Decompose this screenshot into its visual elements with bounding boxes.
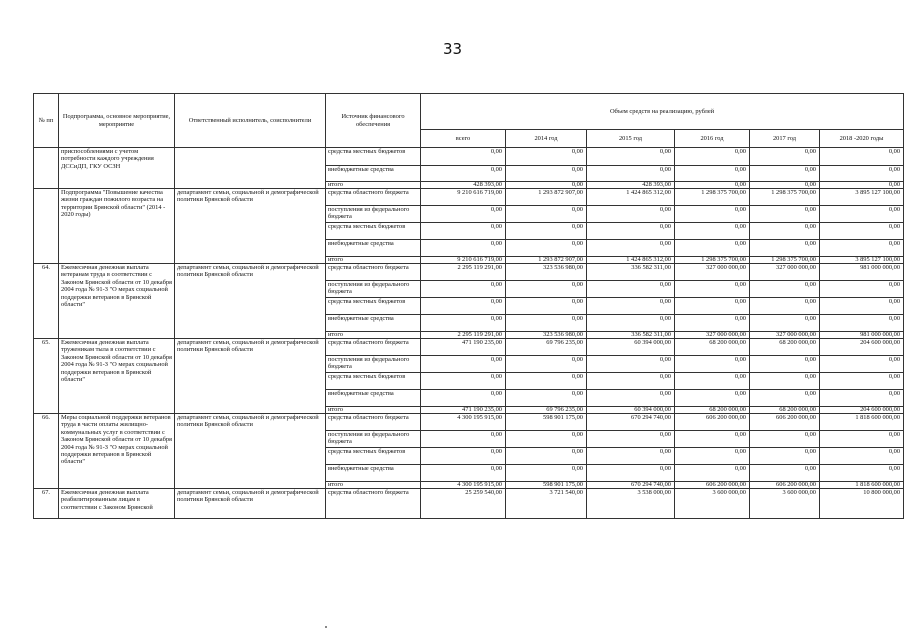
amount-cell: 0,00 <box>421 240 506 257</box>
amount-cell: 0,00 <box>421 448 506 465</box>
amount-cell: 1 298 375 700,00 <box>675 189 750 206</box>
source-cell: средства местных бюджетов <box>326 373 421 390</box>
amount-cell: 598 901 175,00 <box>506 482 587 489</box>
source-cell: внебюджетные средства <box>326 166 421 182</box>
amount-cell: 0,00 <box>587 315 675 332</box>
source-cell: поступления из федерального бюджета <box>326 431 421 448</box>
executor-cell: департамент семьи, социальной и демографической политики Брянской области <box>175 264 326 339</box>
amount-cell: 327 000 000,00 <box>675 332 750 339</box>
header-year-total: всего <box>421 130 506 148</box>
amount-cell: 68 200 000,00 <box>675 407 750 414</box>
amount-cell: 0,00 <box>820 315 904 332</box>
source-cell: средства местных бюджетов <box>326 148 421 166</box>
header-year-2017: 2017 год <box>750 130 820 148</box>
table-body <box>34 148 904 519</box>
amount-cell: 0,00 <box>587 166 675 182</box>
amount-cell: 0,00 <box>506 281 587 298</box>
amount-cell: 323 536 980,00 <box>506 332 587 339</box>
amount-cell: 0,00 <box>421 148 506 166</box>
amount-cell: 0,00 <box>750 373 820 390</box>
amount-cell: 0,00 <box>421 465 506 482</box>
amount-cell: 0,00 <box>820 182 904 189</box>
amount-cell: 3 721 540,00 <box>506 489 587 519</box>
source-cell: средства областного бюджета <box>326 489 421 519</box>
row-number: 66. <box>34 414 59 489</box>
amount-cell: 0,00 <box>587 431 675 448</box>
amount-cell: 3 538 000,00 <box>587 489 675 519</box>
amount-cell: 0,00 <box>820 166 904 182</box>
amount-cell: 0,00 <box>750 148 820 166</box>
amount-cell: 60 394 000,00 <box>587 339 675 356</box>
header-volume: Объем средств на реализацию, рублей <box>421 94 904 130</box>
amount-cell: 327 000 000,00 <box>750 264 820 281</box>
amount-cell: 606 200 000,00 <box>675 482 750 489</box>
amount-cell: 4 300 195 915,00 <box>421 482 506 489</box>
amount-cell: 0,00 <box>675 223 750 240</box>
amount-cell: 0,00 <box>506 148 587 166</box>
table-row <box>34 414 904 431</box>
amount-cell: 68 200 000,00 <box>750 407 820 414</box>
amount-cell: 0,00 <box>587 206 675 223</box>
header-num: № пп <box>34 94 59 148</box>
amount-cell: 0,00 <box>506 182 587 189</box>
amount-cell: 428 393,00 <box>421 182 506 189</box>
amount-cell: 0,00 <box>750 240 820 257</box>
amount-cell: 0,00 <box>820 431 904 448</box>
header-year-2016: 2016 год <box>675 130 750 148</box>
amount-cell: 0,00 <box>506 315 587 332</box>
source-cell: средства областного бюджета <box>326 414 421 431</box>
amount-cell: 0,00 <box>675 182 750 189</box>
amount-cell: 0,00 <box>750 206 820 223</box>
source-cell: внебюджетные средства <box>326 240 421 257</box>
amount-cell: 68 200 000,00 <box>750 339 820 356</box>
amount-cell: 0,00 <box>421 390 506 407</box>
amount-cell: 0,00 <box>820 223 904 240</box>
amount-cell: 0,00 <box>421 431 506 448</box>
amount-cell: 670 294 740,00 <box>587 482 675 489</box>
amount-cell: 327 000 000,00 <box>675 264 750 281</box>
amount-cell: 0,00 <box>587 281 675 298</box>
source-cell: итого <box>326 407 421 414</box>
amount-cell: 336 582 311,00 <box>587 264 675 281</box>
amount-cell: 981 000 000,00 <box>820 332 904 339</box>
amount-cell: 606 200 000,00 <box>675 414 750 431</box>
source-cell: поступления из федерального бюджета <box>326 281 421 298</box>
table-row <box>34 339 904 356</box>
amount-cell: 0,00 <box>750 448 820 465</box>
amount-cell: 204 600 000,00 <box>820 407 904 414</box>
program-cell: Ежемесячная денежная выплата реабилитированным лицам в соответствии с Законом Брянской <box>59 489 175 519</box>
amount-cell: 1 293 872 907,00 <box>506 257 587 264</box>
amount-cell: 1 424 865 312,00 <box>587 189 675 206</box>
amount-cell: 9 210 616 719,00 <box>421 189 506 206</box>
amount-cell: 0,00 <box>820 240 904 257</box>
amount-cell: 0,00 <box>506 240 587 257</box>
amount-cell: 1 293 872 907,00 <box>506 189 587 206</box>
amount-cell: 0,00 <box>587 448 675 465</box>
amount-cell: 0,00 <box>421 298 506 315</box>
amount-cell: 0,00 <box>675 431 750 448</box>
amount-cell: 0,00 <box>421 206 506 223</box>
amount-cell: 3 895 127 100,00 <box>820 189 904 206</box>
amount-cell: 0,00 <box>675 281 750 298</box>
source-cell: средства областного бюджета <box>326 339 421 356</box>
amount-cell: 2 295 119 291,00 <box>421 264 506 281</box>
program-cell: Подпрограмма "Повышение качества жизни граждан пожилого возраста на территории Брянской области" (2014 - 2020 годы) <box>59 189 175 264</box>
amount-cell: 69 796 235,00 <box>506 407 587 414</box>
budget-table <box>33 93 904 519</box>
amount-cell: 0,00 <box>587 390 675 407</box>
amount-cell: 0,00 <box>820 298 904 315</box>
source-cell: поступления из федерального бюджета <box>326 206 421 223</box>
amount-cell: 0,00 <box>587 465 675 482</box>
amount-cell: 0,00 <box>421 223 506 240</box>
amount-cell: 0,00 <box>820 206 904 223</box>
amount-cell: 0,00 <box>506 206 587 223</box>
amount-cell: 0,00 <box>750 390 820 407</box>
amount-cell: 606 200 000,00 <box>750 414 820 431</box>
amount-cell: 0,00 <box>587 356 675 373</box>
amount-cell: 0,00 <box>750 431 820 448</box>
amount-cell: 0,00 <box>506 448 587 465</box>
table-row <box>34 489 904 519</box>
program-cell: Ежемесячная денежная выплата ветеранам труда в соответствии с Законом Брянской области от 10 декабря 2004 года № 91-З "О мерах социальной поддержки ветеранов в Брянской области" <box>59 264 175 339</box>
amount-cell: 0,00 <box>421 315 506 332</box>
amount-cell: 0,00 <box>506 373 587 390</box>
row-number <box>34 189 59 264</box>
amount-cell: 0,00 <box>675 148 750 166</box>
amount-cell: 0,00 <box>506 390 587 407</box>
amount-cell: 0,00 <box>750 315 820 332</box>
amount-cell: 0,00 <box>820 390 904 407</box>
amount-cell: 0,00 <box>675 373 750 390</box>
amount-cell: 0,00 <box>587 240 675 257</box>
amount-cell: 3 600 000,00 <box>750 489 820 519</box>
header-program: Подпрограмма, основное мероприятие, мероприятие <box>59 94 175 148</box>
amount-cell: 1 818 600 000,00 <box>820 414 904 431</box>
header-year-2014: 2014 год <box>506 130 587 148</box>
amount-cell: 0,00 <box>675 166 750 182</box>
row-number: 64. <box>34 264 59 339</box>
source-cell: средства местных бюджетов <box>326 223 421 240</box>
amount-cell: 0,00 <box>506 298 587 315</box>
amount-cell: 4 300 195 915,00 <box>421 414 506 431</box>
amount-cell: 598 901 175,00 <box>506 414 587 431</box>
table-row <box>34 189 904 206</box>
amount-cell: 0,00 <box>750 281 820 298</box>
header-year-2015: 2015 год <box>587 130 675 148</box>
amount-cell: 69 796 235,00 <box>506 339 587 356</box>
amount-cell: 0,00 <box>750 223 820 240</box>
amount-cell: 0,00 <box>820 373 904 390</box>
amount-cell: 0,00 <box>675 240 750 257</box>
amount-cell: 0,00 <box>750 182 820 189</box>
source-cell: итого <box>326 257 421 264</box>
amount-cell: 0,00 <box>506 431 587 448</box>
source-cell: средства местных бюджетов <box>326 298 421 315</box>
amount-cell: 0,00 <box>421 356 506 373</box>
amount-cell: 0,00 <box>675 465 750 482</box>
program-cell: приспособлениями с учетом потребности каждого учреждения ДССиДП, ГКУ ОСЗН <box>59 148 175 189</box>
source-cell: внебюджетные средства <box>326 390 421 407</box>
source-cell: итого <box>326 482 421 489</box>
header-executor: Ответственный исполнитель, соисполнители <box>175 94 326 148</box>
executor-cell <box>175 148 326 189</box>
amount-cell: 204 600 000,00 <box>820 339 904 356</box>
amount-cell: 606 200 000,00 <box>750 482 820 489</box>
amount-cell: 1 298 375 700,00 <box>750 189 820 206</box>
row-number: 65. <box>34 339 59 414</box>
amount-cell: 0,00 <box>820 281 904 298</box>
amount-cell: 0,00 <box>506 465 587 482</box>
amount-cell: 0,00 <box>750 298 820 315</box>
amount-cell: 10 800 000,00 <box>820 489 904 519</box>
amount-cell: 471 190 235,00 <box>421 407 506 414</box>
amount-cell: 0,00 <box>506 166 587 182</box>
scan-speck <box>325 626 327 628</box>
amount-cell: 0,00 <box>506 223 587 240</box>
amount-cell: 3 895 127 100,00 <box>820 257 904 264</box>
amount-cell: 0,00 <box>675 298 750 315</box>
amount-cell: 0,00 <box>820 465 904 482</box>
amount-cell: 0,00 <box>587 298 675 315</box>
amount-cell: 0,00 <box>587 223 675 240</box>
amount-cell: 0,00 <box>421 373 506 390</box>
executor-cell: департамент семьи, социальной и демографической политики Брянской области <box>175 414 326 489</box>
amount-cell: 0,00 <box>750 166 820 182</box>
amount-cell: 1 818 600 000,00 <box>820 482 904 489</box>
amount-cell: 336 582 311,00 <box>587 332 675 339</box>
amount-cell: 327 000 000,00 <box>750 332 820 339</box>
amount-cell: 0,00 <box>421 281 506 298</box>
amount-cell: 9 210 616 719,00 <box>421 257 506 264</box>
amount-cell: 323 536 980,00 <box>506 264 587 281</box>
source-cell: внебюджетные средства <box>326 315 421 332</box>
amount-cell: 471 190 235,00 <box>421 339 506 356</box>
amount-cell: 0,00 <box>587 148 675 166</box>
program-cell: Ежемесячная денежная выплата труженикам тыла в соответствии с Законом Брянской области от 10 декабря 2004 года № 91-З "О мерах социальной поддержки ветеранов в Брянской области" <box>59 339 175 414</box>
amount-cell: 0,00 <box>675 356 750 373</box>
source-cell: средства областного бюджета <box>326 264 421 281</box>
amount-cell: 0,00 <box>820 148 904 166</box>
page-number: 33 <box>442 40 463 58</box>
source-cell: средства областного бюджета <box>326 189 421 206</box>
amount-cell: 0,00 <box>820 356 904 373</box>
amount-cell: 1 298 375 700,00 <box>750 257 820 264</box>
amount-cell: 0,00 <box>675 315 750 332</box>
amount-cell: 0,00 <box>750 356 820 373</box>
row-number <box>34 148 59 189</box>
executor-cell: департамент семьи, социальной и демографической политики Брянской области <box>175 489 326 519</box>
amount-cell: 60 394 000,00 <box>587 407 675 414</box>
amount-cell: 1 298 375 700,00 <box>675 257 750 264</box>
amount-cell: 2 295 119 291,00 <box>421 332 506 339</box>
header-source: Источник финансового обеспечения <box>326 94 421 148</box>
amount-cell: 0,00 <box>506 356 587 373</box>
amount-cell: 0,00 <box>421 166 506 182</box>
program-cell: Меры социальной поддержки ветеранов труда в части оплаты жилищно-коммунальных услуг в соответствии с Законом Брянской области от 10 декабря 2004 года № 91-З "О мерах социальной поддержки ветеранов в Брянской области" <box>59 414 175 489</box>
executor-cell: департамент семьи, социальной и демографической политики Брянской области <box>175 189 326 264</box>
amount-cell: 981 000 000,00 <box>820 264 904 281</box>
header-year-2018-2020: 2018 -2020 годы <box>820 130 904 148</box>
amount-cell: 0,00 <box>750 465 820 482</box>
source-cell: поступления из федерального бюджета <box>326 356 421 373</box>
executor-cell: департамент семьи, социальной и демографической политики Брянской области <box>175 339 326 414</box>
amount-cell: 25 259 540,00 <box>421 489 506 519</box>
amount-cell: 670 294 740,00 <box>587 414 675 431</box>
amount-cell: 3 600 000,00 <box>675 489 750 519</box>
amount-cell: 0,00 <box>675 206 750 223</box>
amount-cell: 0,00 <box>820 448 904 465</box>
amount-cell: 0,00 <box>675 448 750 465</box>
amount-cell: 68 200 000,00 <box>675 339 750 356</box>
table-row <box>34 264 904 281</box>
amount-cell: 428 393,00 <box>587 182 675 189</box>
source-cell: итого <box>326 332 421 339</box>
row-number: 67. <box>34 489 59 519</box>
source-cell: внебюджетные средства <box>326 465 421 482</box>
table-row <box>34 148 904 166</box>
source-cell: итого <box>326 182 421 189</box>
amount-cell: 1 424 865 312,00 <box>587 257 675 264</box>
source-cell: средства местных бюджетов <box>326 448 421 465</box>
amount-cell: 0,00 <box>587 373 675 390</box>
amount-cell: 0,00 <box>675 390 750 407</box>
